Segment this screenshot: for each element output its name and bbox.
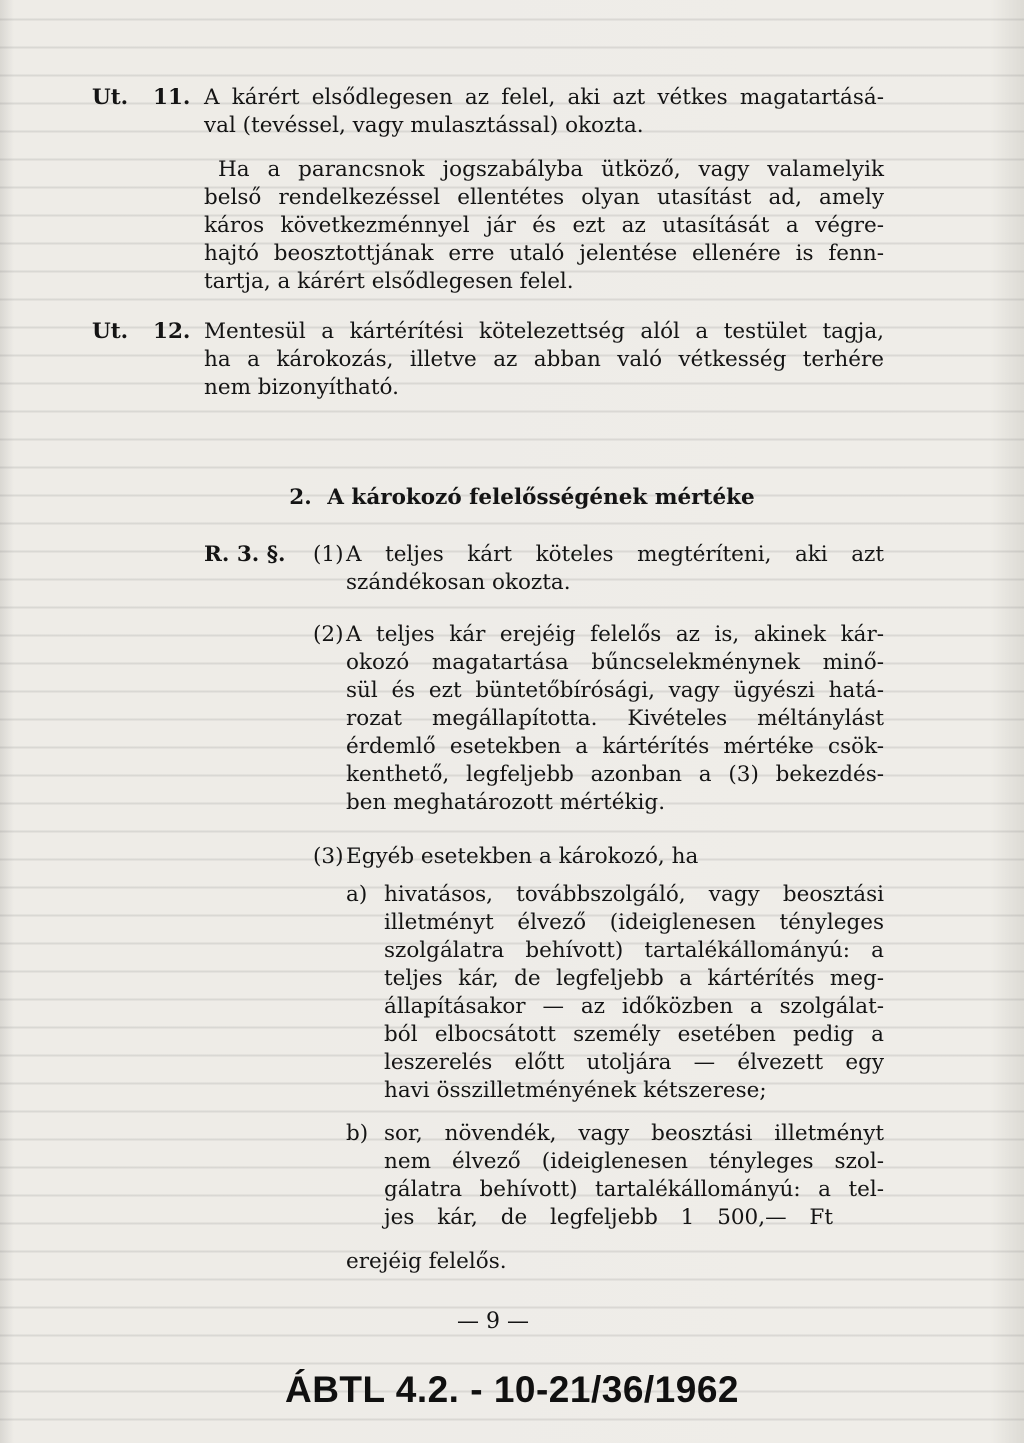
text-line: nem élvező (ideiglenesen tényleges szol- xyxy=(384,1149,884,1174)
r3-item-a xyxy=(384,881,884,1105)
text-line: kenthető, legfeljebb azonban a (3) bekezdés- xyxy=(346,762,884,787)
text-line: nem bizonyítható. xyxy=(204,375,399,400)
text-line: sül és ezt büntetőbírósági, vagy ügyészi hatá- xyxy=(346,678,884,703)
r3-p1-number: (1) xyxy=(313,542,344,567)
text-line: szándékosan okozta. xyxy=(346,570,571,595)
r3-item-b-label: b) xyxy=(346,1121,369,1146)
text-line: A teljes kár erejéig felelős az is, akinek kár- xyxy=(346,622,884,647)
page-number: — 9 — xyxy=(457,1309,529,1334)
r3-p3-number: (3) xyxy=(313,844,344,869)
text-line: rozat megállapította. Kivételes méltánylást xyxy=(346,706,884,731)
text-line: A kárért elsődlegesen az felel, aki azt vétkes magatartásá- xyxy=(204,85,884,110)
text-line: sor, növendék, vagy beosztási illetményt xyxy=(384,1121,884,1146)
r3-item-b xyxy=(384,1120,884,1232)
text-line: hajtó beosztottjának erre utaló jelentése ellenére is fenn- xyxy=(204,241,884,266)
text-line: káros következménnyel jár és ezt az utasítását a végre- xyxy=(204,213,884,238)
text-line: okozó magatartása bűncselekménynek minő- xyxy=(346,650,884,675)
section-heading-number: 2. xyxy=(289,485,312,510)
r3-paragraph-3 xyxy=(346,843,884,871)
text-line: teljes kár, de legfeljebb a kártérítés meg- xyxy=(384,966,884,991)
text-line: érdemlő esetekben a kártérítés mértéke csök- xyxy=(346,734,884,759)
ut11-paragraph-1 xyxy=(204,84,884,140)
r3-item-a-label: a) xyxy=(346,882,368,907)
text-line: jes kár, de legfeljebb 1 500,— Ft xyxy=(384,1205,833,1230)
r3-paragraph-2 xyxy=(346,621,884,817)
text-line: Mentesül a kártérítési kötelezettség alól a testület tagja, xyxy=(204,319,884,344)
r3-paragraph-1 xyxy=(346,541,884,597)
ut11-number: 11. xyxy=(153,85,191,110)
ut11-label: Ut. xyxy=(92,85,129,110)
text-line: havi összilletményének kétszerese; xyxy=(384,1078,767,1103)
r3-label: R. 3. §. xyxy=(204,542,286,567)
text-line: A teljes kárt köteles megtéríteni, aki azt xyxy=(346,542,884,567)
text-line: illetményt élvező (ideiglenesen tényleges xyxy=(384,910,884,935)
text-line: állapításakor — az időközben a szolgálat- xyxy=(384,994,884,1019)
text-line: hivatásos, továbbszolgáló, vagy beosztási xyxy=(384,882,884,907)
text-line: ben meghatározott mértékig. xyxy=(346,790,666,815)
text-line: ból elbocsátott személy esetében pedig a xyxy=(384,1022,884,1047)
ut12-number: 12. xyxy=(153,319,191,344)
section-heading xyxy=(0,484,1024,512)
text-line: tartja, a kárért elsődlegesen felel. xyxy=(204,269,574,294)
text-line: szolgálatra behívott) tartalékállományú: a xyxy=(384,938,884,963)
section-heading-title: A károkozó felelősségének mértéke xyxy=(327,485,755,510)
text-line: belső rendelkezéssel ellentétes olyan utasítást ad, amely xyxy=(204,185,884,210)
text-line: gálatra behívott) tartalékállományú: a tel- xyxy=(384,1177,884,1202)
archive-reference: ÁBTL 4.2. - 10-21/36/1962 xyxy=(284,1369,739,1410)
ut11-paragraph-2 xyxy=(204,156,884,296)
r3-p2-number: (2) xyxy=(313,622,344,647)
text-line: leszerelés előtt utoljára — élvezett egy xyxy=(384,1050,884,1075)
text-line: ha a károkozás, illetve az abban való vétkesség terhére xyxy=(204,347,884,372)
text-line: val (tevéssel, vagy mulasztással) okozta. xyxy=(204,113,644,138)
ut12-paragraph xyxy=(204,318,884,402)
r3-closing: erejéig felelős. xyxy=(346,1249,507,1274)
text-line: Egyéb esetekben a károkozó, ha xyxy=(346,844,699,869)
ut12-label: Ut. xyxy=(92,319,129,344)
text-line: Ha a parancsnok jogszabályba ütköző, vagy valamelyik xyxy=(218,157,884,182)
